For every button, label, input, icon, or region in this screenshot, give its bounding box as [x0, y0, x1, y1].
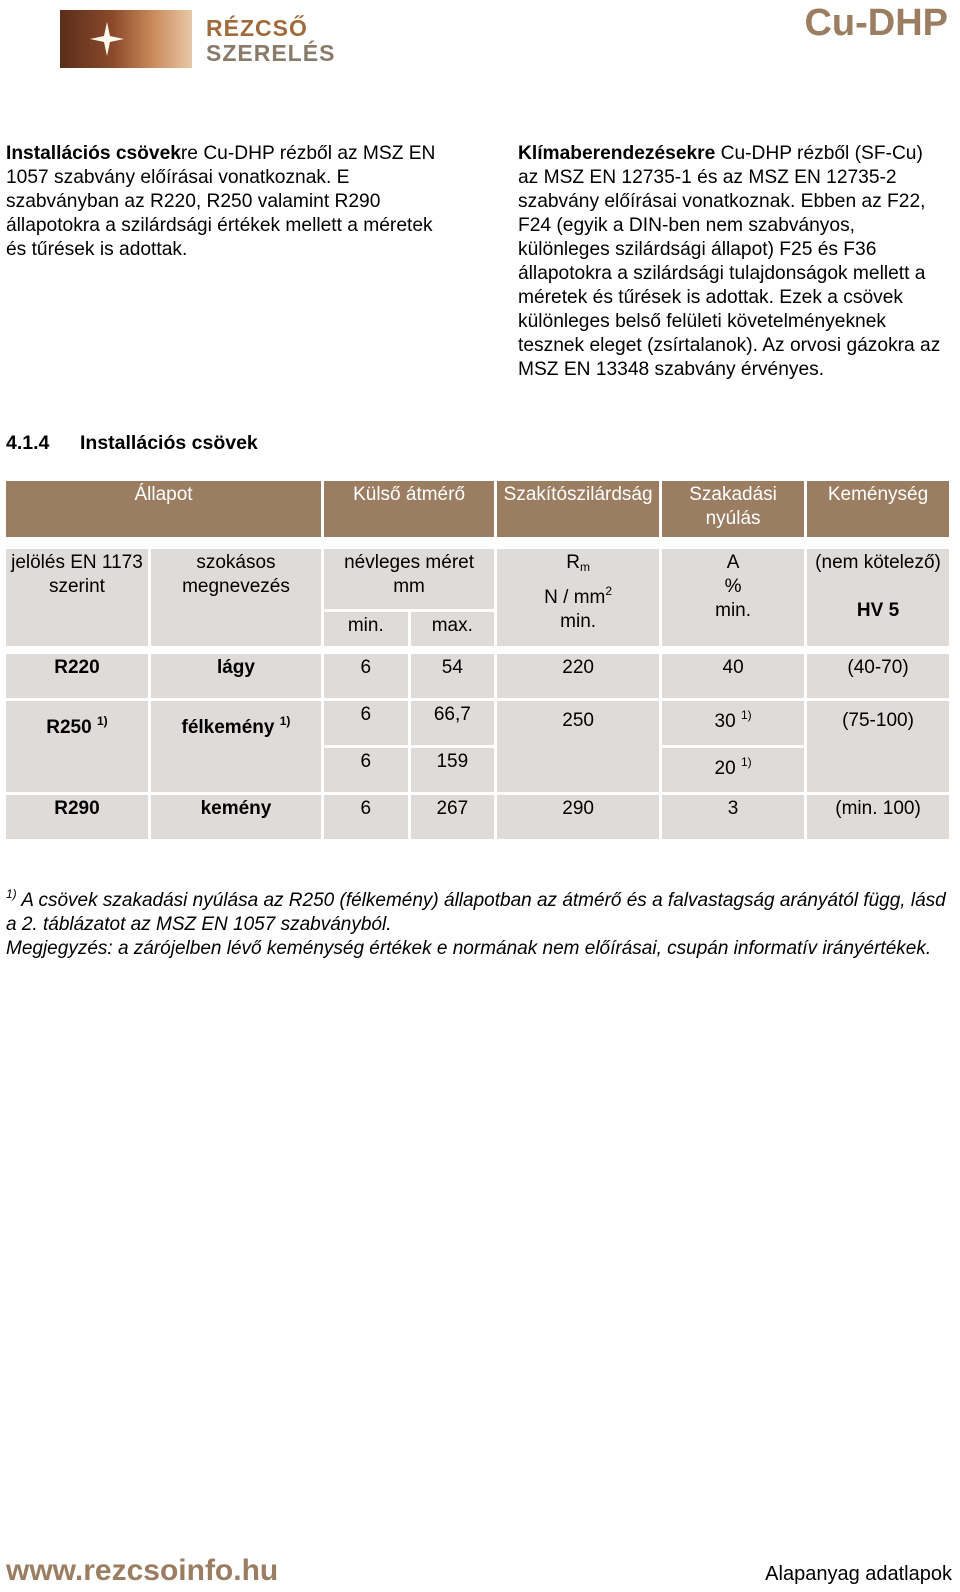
logo-image — [60, 10, 192, 68]
header-szakadasi-nyulas: Szakadási nyúlás — [662, 481, 804, 537]
section-title: Installációs csövek — [80, 432, 258, 454]
hv-note: (nem kötelező) — [815, 552, 941, 573]
intro-left-bold: Installációs csövek — [6, 143, 181, 164]
row4-hv: (min. 100) — [807, 795, 949, 839]
footer-section-label: Alapanyag adatlapok — [765, 1563, 952, 1585]
row4-a: 3 — [662, 795, 804, 839]
row2-min: 6 — [324, 701, 408, 745]
sub-nevleges-meret: névleges méret mm — [324, 549, 494, 609]
row2-name: félkemény $^{1)}$ — [151, 701, 321, 792]
footer-url-link[interactable]: www.rezcsoinfo.hu — [6, 1554, 279, 1587]
document-title: Cu-DHP — [804, 2, 948, 44]
row2-name-footmark: 1) — [279, 714, 291, 728]
row2-hv: (75-100) — [807, 701, 949, 792]
intro-left-text: re Cu-DHP rézből az MSZ EN 1057 szabvány előírásai vonatkoznak. E szabványban az R220, R250 valamint R290 állapotokra a szilárdsági értékek mellett a méretek és tűrések is adottak. — [6, 143, 436, 260]
row2-designation-footmark: 1) — [96, 714, 108, 728]
sub-min: min. — [324, 612, 408, 646]
rm-superscript: 2 — [605, 584, 613, 598]
footnote-text: A csövek szakadási nyúlása az R250 (félkemény) állapotban az átmérő és a falvastagság arányától függ, lásd a 2. táblázatot az MSZ EN 1057 szabványból. — [6, 890, 946, 935]
sub-jeloles: jelölés EN 1173 szerint — [6, 549, 148, 646]
header-kemenyseg: Keménység — [807, 481, 949, 537]
row1-hv: (40-70) — [807, 654, 949, 698]
row3-min: 6 — [324, 748, 408, 792]
rm-symbol: R — [566, 552, 580, 573]
footnote-mark: 1) — [6, 887, 17, 901]
row4-rm: 290 — [497, 795, 659, 839]
row2-designation: R250 $^{1)}$ — [6, 701, 148, 792]
a-unit: % — [724, 576, 742, 597]
row1-min: 6 — [324, 654, 408, 698]
table-header-row — [6, 481, 949, 537]
rm-min: min. — [560, 611, 597, 632]
rm-subscript: m — [579, 560, 590, 574]
sub-rm — [497, 549, 659, 646]
sub-hv — [807, 549, 949, 646]
logo-line2: SZERELÉS — [206, 40, 336, 66]
table-row — [6, 795, 949, 839]
intro-left-paragraph — [6, 142, 446, 262]
intro-right-paragraph — [518, 142, 948, 382]
table-row — [6, 654, 949, 698]
company-logo — [60, 10, 336, 68]
intro-right-bold: Klímaberendezésekre — [518, 143, 716, 164]
header-kulso-atmero: Külső átmérő — [324, 481, 494, 537]
a-symbol: A — [726, 552, 740, 573]
row2-a: 30 $^{1)}$ — [662, 701, 804, 745]
row2-max: 66,7 — [411, 701, 495, 745]
section-number: 4.1.4 — [6, 432, 50, 454]
row1-name: lágy — [151, 654, 321, 698]
sub-szokasos: szokásos megnevezés — [151, 549, 321, 646]
intro-right-text: Cu-DHP rézből (SF-Cu) az MSZ EN 12735-1 és az MSZ EN 12735-2 szabvány előírásai vonatkoznak. Ebben az F22, F24 (egyik a DIN-ben nem szabványos, különleges szilárdsági állapot) F25 és F36 állapotokra a szilárdsági tulajdonságok mellett a méretek és tűrések is adottak. Ezek a csövek különleges belső felületi követelményeknek tesznek eleget (zsírtalanok). Az orvosi gázokra az MSZ EN 13348 szabvány érvényes. — [518, 143, 941, 380]
row3-a: 20 $^{1)}$ — [662, 748, 804, 792]
sub-a — [662, 549, 804, 646]
footnote — [6, 882, 956, 961]
row4-max: 267 — [411, 795, 495, 839]
row2-a-footmark: 1) — [740, 708, 752, 722]
table-subheader-row — [6, 549, 949, 609]
logo-text — [206, 16, 335, 66]
spec-table — [3, 478, 952, 842]
row4-min: 6 — [324, 795, 408, 839]
header-allapot: Állapot — [6, 481, 321, 537]
row1-a: 40 — [662, 654, 804, 698]
row4-name: kemény — [151, 795, 321, 839]
row3-max: 159 — [411, 748, 495, 792]
row2-rm: 250 — [497, 701, 659, 792]
row1-max: 54 — [411, 654, 495, 698]
section-heading — [6, 432, 258, 455]
spark-icon — [90, 22, 124, 56]
a-min: min. — [715, 600, 752, 621]
row3-a-footmark: 1) — [740, 755, 752, 769]
hv-label: HV 5 — [856, 600, 900, 621]
logo-line1: RÉZCSŐ — [206, 15, 308, 41]
header-szakitoszilardsag: Szakítószilárdság — [497, 481, 659, 537]
sub-max: max. — [411, 612, 495, 646]
row1-designation: R220 — [6, 654, 148, 698]
footnote-remark: Megjegyzés: a zárójelben lévő keménység értékek e normának nem előírásai, csupán informatív irányértékek. — [6, 938, 932, 959]
table-row — [6, 701, 949, 745]
rm-unit: N / mm — [544, 587, 606, 608]
row4-designation: R290 — [6, 795, 148, 839]
row1-rm: 220 — [497, 654, 659, 698]
